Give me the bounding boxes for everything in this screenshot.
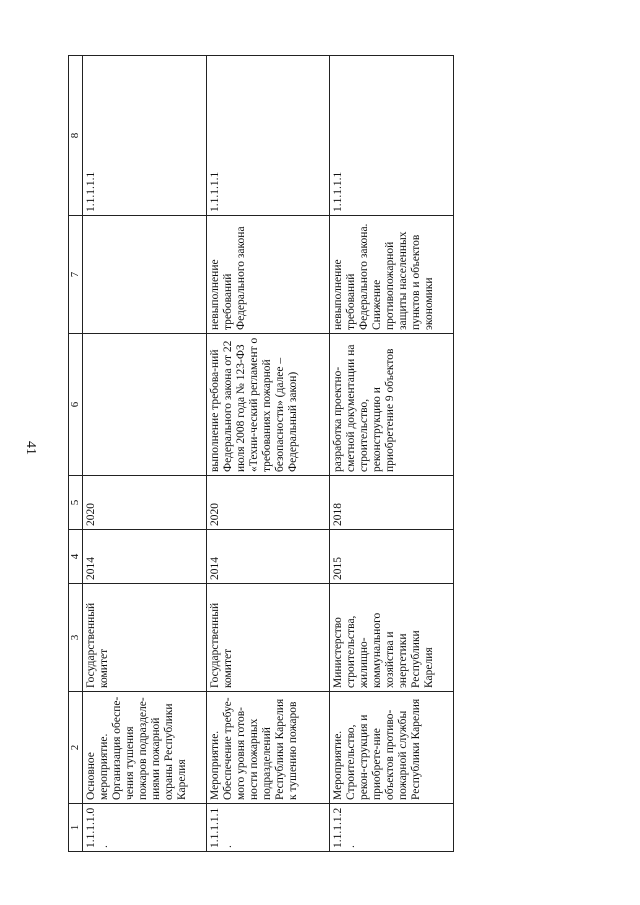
start-year: 2014 bbox=[206, 530, 330, 584]
end-year: 2020 bbox=[83, 476, 207, 530]
column-number: 3 bbox=[69, 584, 83, 692]
row-code: 1.1.1.1.1. bbox=[206, 804, 330, 852]
column-number-row bbox=[69, 56, 83, 852]
consequence bbox=[83, 216, 207, 334]
indicator: 1.1.1.1.1 bbox=[206, 56, 330, 216]
end-year: 2018 bbox=[330, 476, 454, 530]
table-row bbox=[330, 56, 454, 852]
consequence: невыполнение требований Федерального закона bbox=[206, 216, 330, 334]
page-number: 41 bbox=[23, 441, 38, 455]
expected-result bbox=[83, 334, 207, 476]
column-number: 8 bbox=[69, 56, 83, 216]
executor: Министерство строительства, жилищно-коммунального хозяйства и энергетики Республики Карелия bbox=[330, 584, 454, 692]
column-number: 5 bbox=[69, 476, 83, 530]
rotated-table-container bbox=[68, 56, 454, 852]
program-measures-table bbox=[68, 55, 454, 852]
expected-result: выполнение требова-ний Федерального закона от 22 июля 2008 года № 123-ФЗ «Техни-ческий регламент о требованиях пожарной безопасности» (далее – Федеральный закон) bbox=[206, 334, 330, 476]
row-code: 1.1.1.1.2. bbox=[330, 804, 454, 852]
column-number: 4 bbox=[69, 530, 83, 584]
start-year: 2015 bbox=[330, 530, 454, 584]
expected-result: разработка проектно-сметной документации на строительство, реконструкцию и приобретение 9 объектов bbox=[330, 334, 454, 476]
executor: Государственный комитет bbox=[83, 584, 207, 692]
column-number: 7 bbox=[69, 216, 83, 334]
start-year: 2014 bbox=[83, 530, 207, 584]
measure-name: Мероприятие. Обеспечение требуе-мого уровня готов-ности пожарных подразделений Республики Карелия к тушению пожаров bbox=[206, 692, 330, 804]
measure-name: Основное мероприятие. Организация обеспе-чения тушения пожаров подразделе-ниями пожарной охраны Республики Карелия bbox=[83, 692, 207, 804]
measure-name: Мероприятие. Строительство, рекон-струкция и приобрете-ние объектов противо-пожарной службы Республики Карелия bbox=[330, 692, 454, 804]
table-row bbox=[83, 56, 207, 852]
column-number: 6 bbox=[69, 334, 83, 476]
end-year: 2020 bbox=[206, 476, 330, 530]
indicator: 1.1.1.1.1 bbox=[330, 56, 454, 216]
column-number: 2 bbox=[69, 692, 83, 804]
column-number: 1 bbox=[69, 804, 83, 852]
row-code: 1.1.1.1.0. bbox=[83, 804, 207, 852]
consequence: невыполнение требований Федерального закона. Снижение противопожарной защиты населенных пунктов и объектов экономики bbox=[330, 216, 454, 334]
indicator: 1.1.1.1.1 bbox=[83, 56, 207, 216]
table-row bbox=[206, 56, 330, 852]
executor: Государственный комитет bbox=[206, 584, 330, 692]
